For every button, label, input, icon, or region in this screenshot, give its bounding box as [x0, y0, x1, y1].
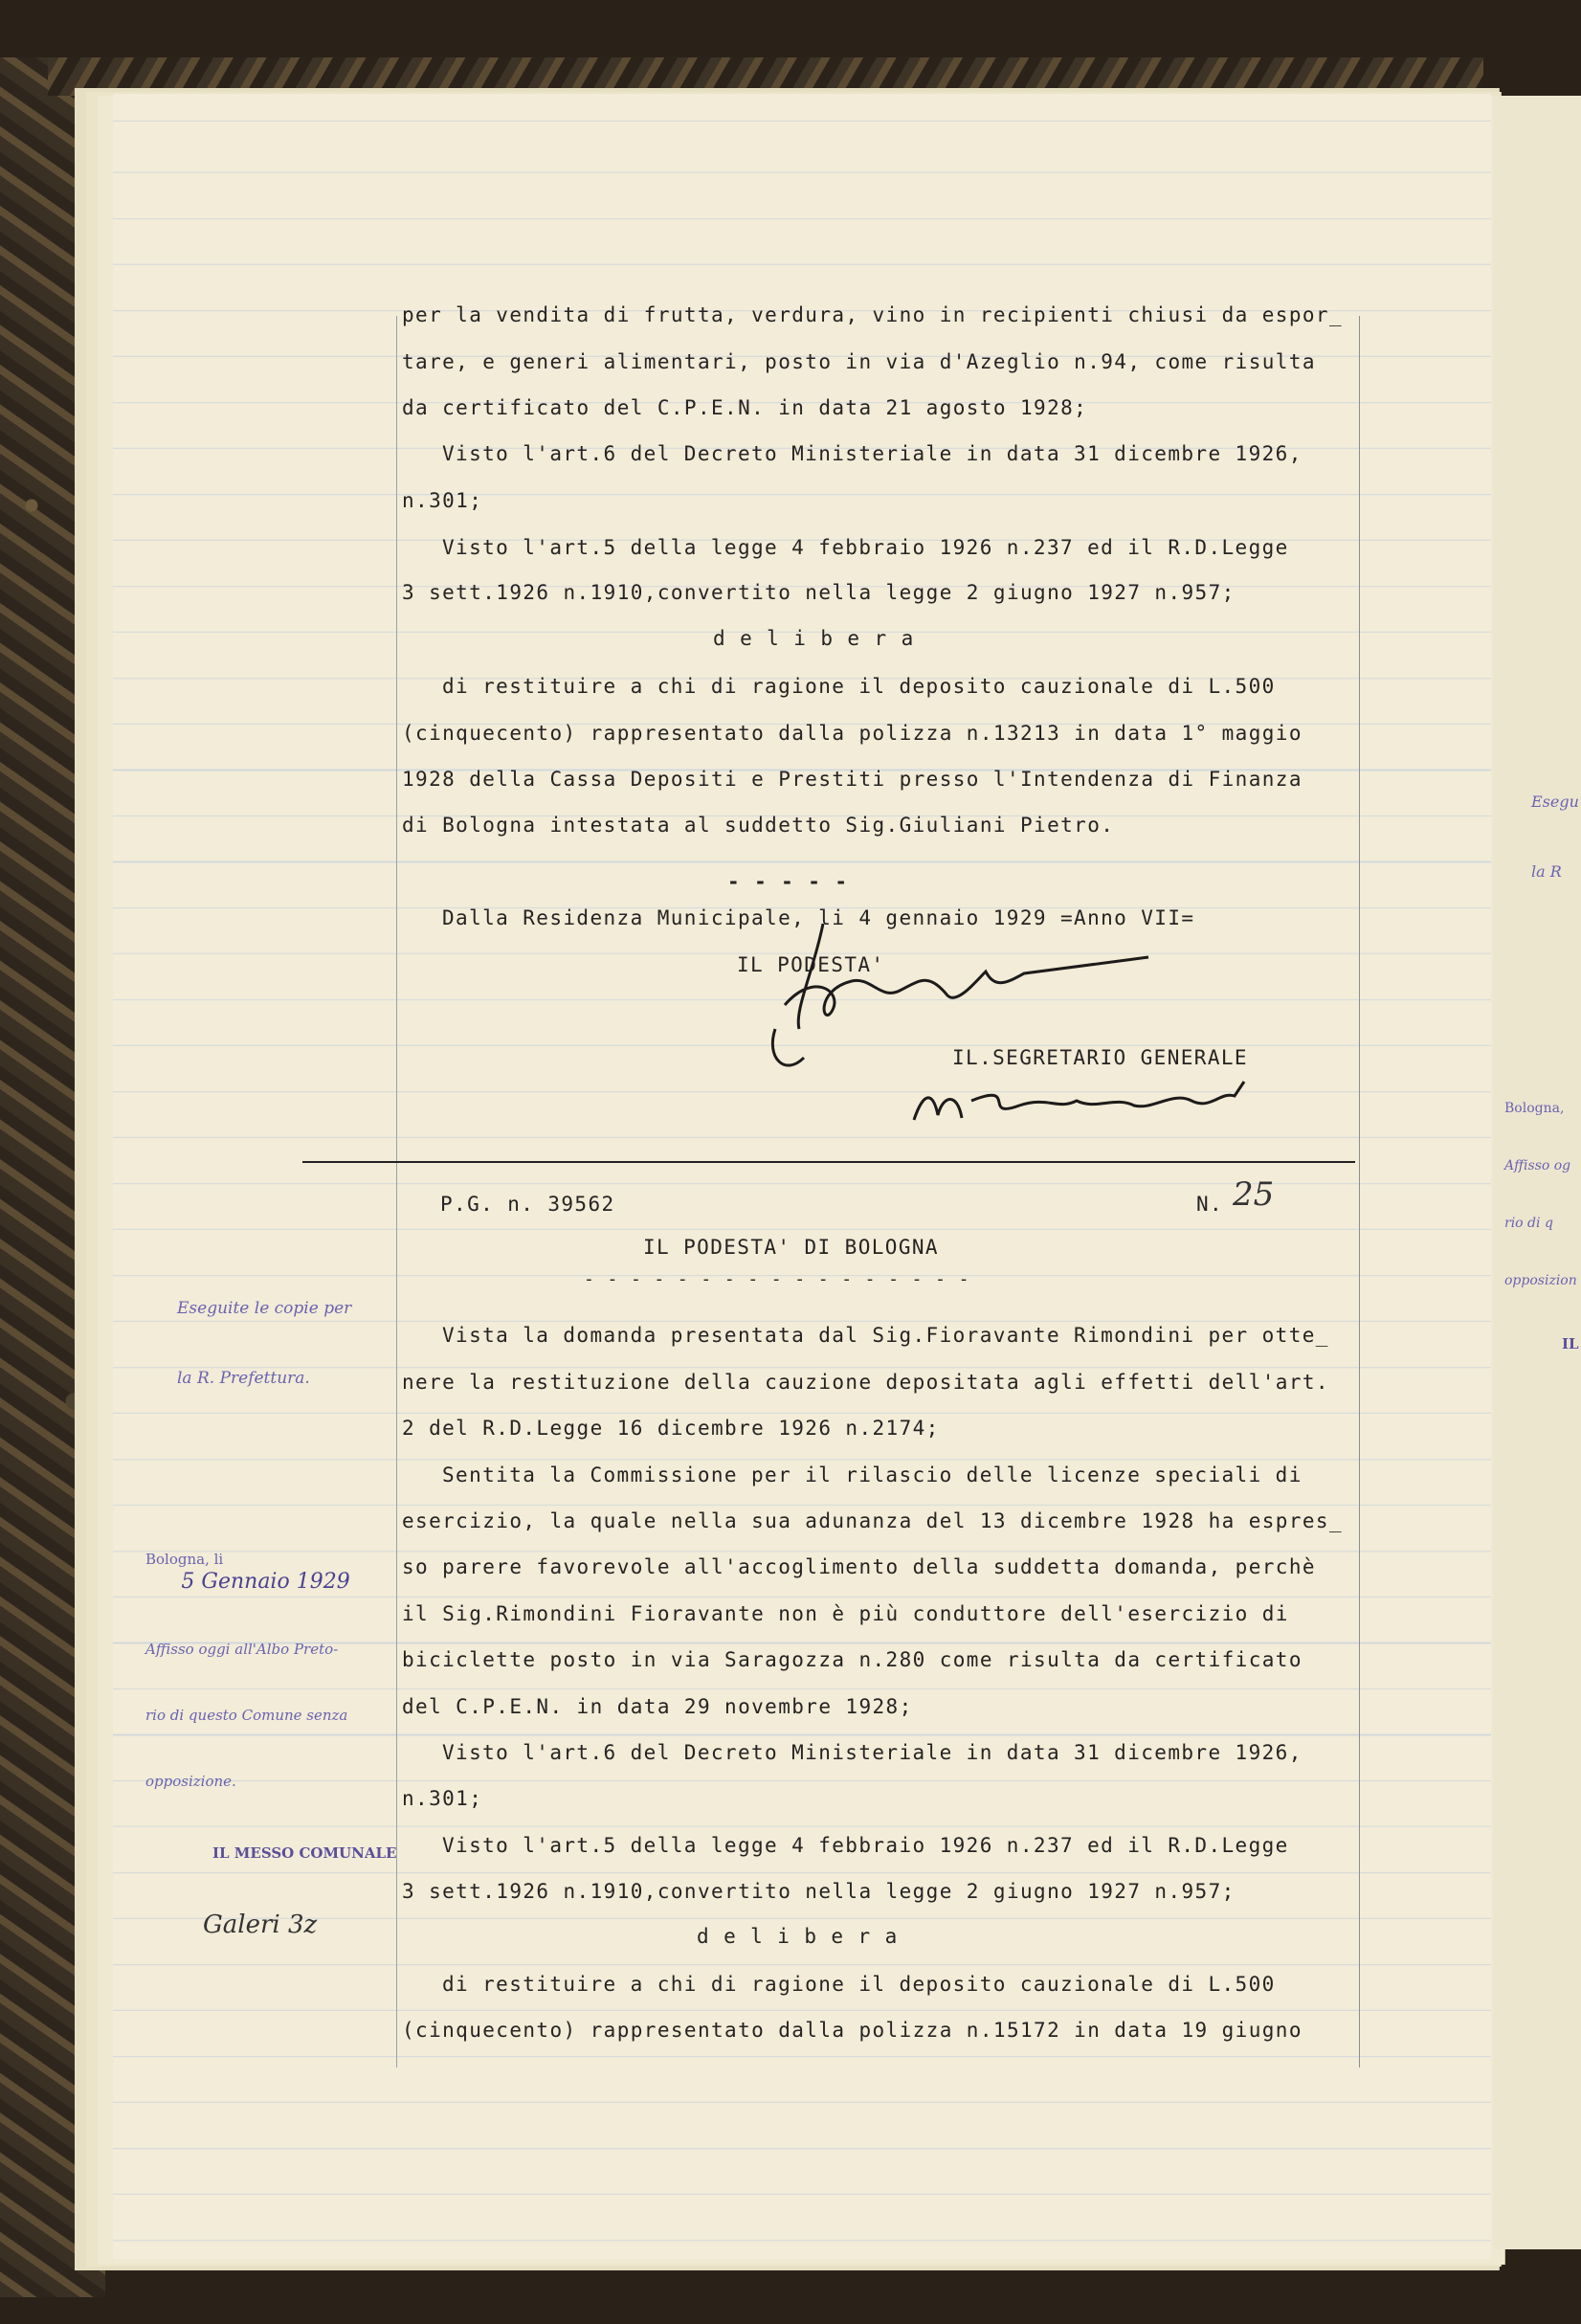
- entry-number-label: N.: [1196, 1193, 1224, 1216]
- entry-number-handwritten: 25: [1233, 1175, 1275, 1214]
- copies-stamp: Eseguite le copie per la R. Prefettura.: [177, 1299, 352, 1388]
- text-line: (cinquecento) rappresentato dalla polizza n.15172 in data 19 giugno: [402, 2019, 1303, 2042]
- text-line: Visto l'art.6 del Decreto Ministeriale in data 31 dicembre 1926,: [442, 442, 1303, 465]
- pg-number: P.G. n. 39562: [440, 1193, 615, 1216]
- text-line: Visto l'art.5 della legge 4 febbraio 1926 n.237 ed il R.D.Legge: [442, 536, 1289, 559]
- text-line: il Sig.Rimondini Fioravante non è più conduttore dell'esercizio di: [402, 1602, 1289, 1625]
- secretary-title: IL.SEGRETARIO GENERALE: [952, 1046, 1248, 1069]
- text-line: di restituire a chi di ragione il deposito cauzionale di L.500: [442, 675, 1276, 698]
- section-heading: IL PODESTA' DI BOLOGNA: [643, 1236, 939, 1259]
- affisso-stamp: Bologna, li 5 Gennaio 1929 Affisso oggi all'Albo Preto- rio di questo Comune senza opposizione. IL MESSO COMUNALE Galeri 3z: [145, 1551, 397, 1939]
- entry-separator: [302, 1161, 1355, 1163]
- text-line: n.301;: [402, 1787, 483, 1810]
- facing-copies-stamp: Esegu la R: [1531, 793, 1579, 881]
- text-line: Visto l'art.6 del Decreto Ministeriale in data 31 dicembre 1926,: [442, 1741, 1303, 1764]
- affisso-date: 5 Gennaio 1929: [181, 1570, 350, 1594]
- text-line: (cinquecento) rappresentato dalla polizza n.13213 in data 1° maggio: [402, 722, 1303, 745]
- text-line: Vista la domanda presentata dal Sig.Fioravante Rimondini per otte_: [442, 1324, 1329, 1347]
- text-line: del C.P.E.N. in data 29 novembre 1928;: [402, 1695, 913, 1718]
- date-line: Dalla Residenza Municipale, li 4 gennaio 1929 =Anno VII=: [442, 906, 1195, 929]
- text-line: nere la restituzione della cauzione depositata agli effetti dell'art.: [402, 1371, 1329, 1394]
- text-line: n.301;: [402, 489, 483, 512]
- text-line: biciclette posto in via Saragozza n.280 come risulta da certificato: [402, 1648, 1303, 1671]
- text-line: da certificato del C.P.E.N. in data 21 agosto 1928;: [402, 396, 1088, 419]
- right-margin-rule: [1359, 316, 1360, 2067]
- text-line: per la vendita di frutta, verdura, vino in recipienti chiusi da espor_: [402, 303, 1344, 326]
- text-line: 1928 della Cassa Depositi e Prestiti presso l'Intendenza di Finanza: [402, 768, 1303, 791]
- text-line: di restituire a chi di ragione il deposito cauzionale di L.500: [442, 1973, 1276, 1996]
- text-line: esercizio, la quale nella sua adunanza del 13 dicembre 1928 ha espres_: [402, 1509, 1344, 1532]
- deliberation-heading: d e l i b e r a: [697, 1925, 899, 1948]
- messo-signature: Galeri 3z: [203, 1911, 318, 1939]
- text-line: so parere favorevole all'accoglimento della suddetta domanda, perchè: [402, 1555, 1316, 1578]
- text-line: 3 sett.1926 n.1910,convertito nella legge 2 giugno 1927 n.957;: [402, 1880, 1236, 1903]
- text-line: Visto l'art.5 della legge 4 febbraio 1926 n.237 ed il R.D.Legge: [442, 1834, 1289, 1857]
- text-line: Sentita la Commissione per il rilascio delle licenze speciali di: [442, 1464, 1303, 1486]
- text-line: tare, e generi alimentari, posto in via d'Azeglio n.94, come risulta: [402, 350, 1316, 373]
- secretary-signature: [904, 1072, 1287, 1139]
- podesta-signature: [756, 914, 1177, 1086]
- heading-rule: - - - - - - - - - - - - - - - - -: [584, 1269, 970, 1289]
- text-line: 2 del R.D.Legge 16 dicembre 1926 n.2174;: [402, 1417, 940, 1440]
- text-line: di Bologna intestata al suddetto Sig.Giuliani Pietro.: [402, 814, 1115, 837]
- podesta-title: IL PODESTA': [737, 953, 885, 976]
- deliberation-heading: d e l i b e r a: [713, 627, 915, 650]
- section-dashes: - - - - -: [727, 870, 849, 893]
- facing-affisso-stamp: Bologna, Affisso og rio di q opposizion IL: [1504, 1101, 1579, 1352]
- text-line: 3 sett.1926 n.1910,convertito nella legge 2 giugno 1927 n.957;: [402, 581, 1236, 604]
